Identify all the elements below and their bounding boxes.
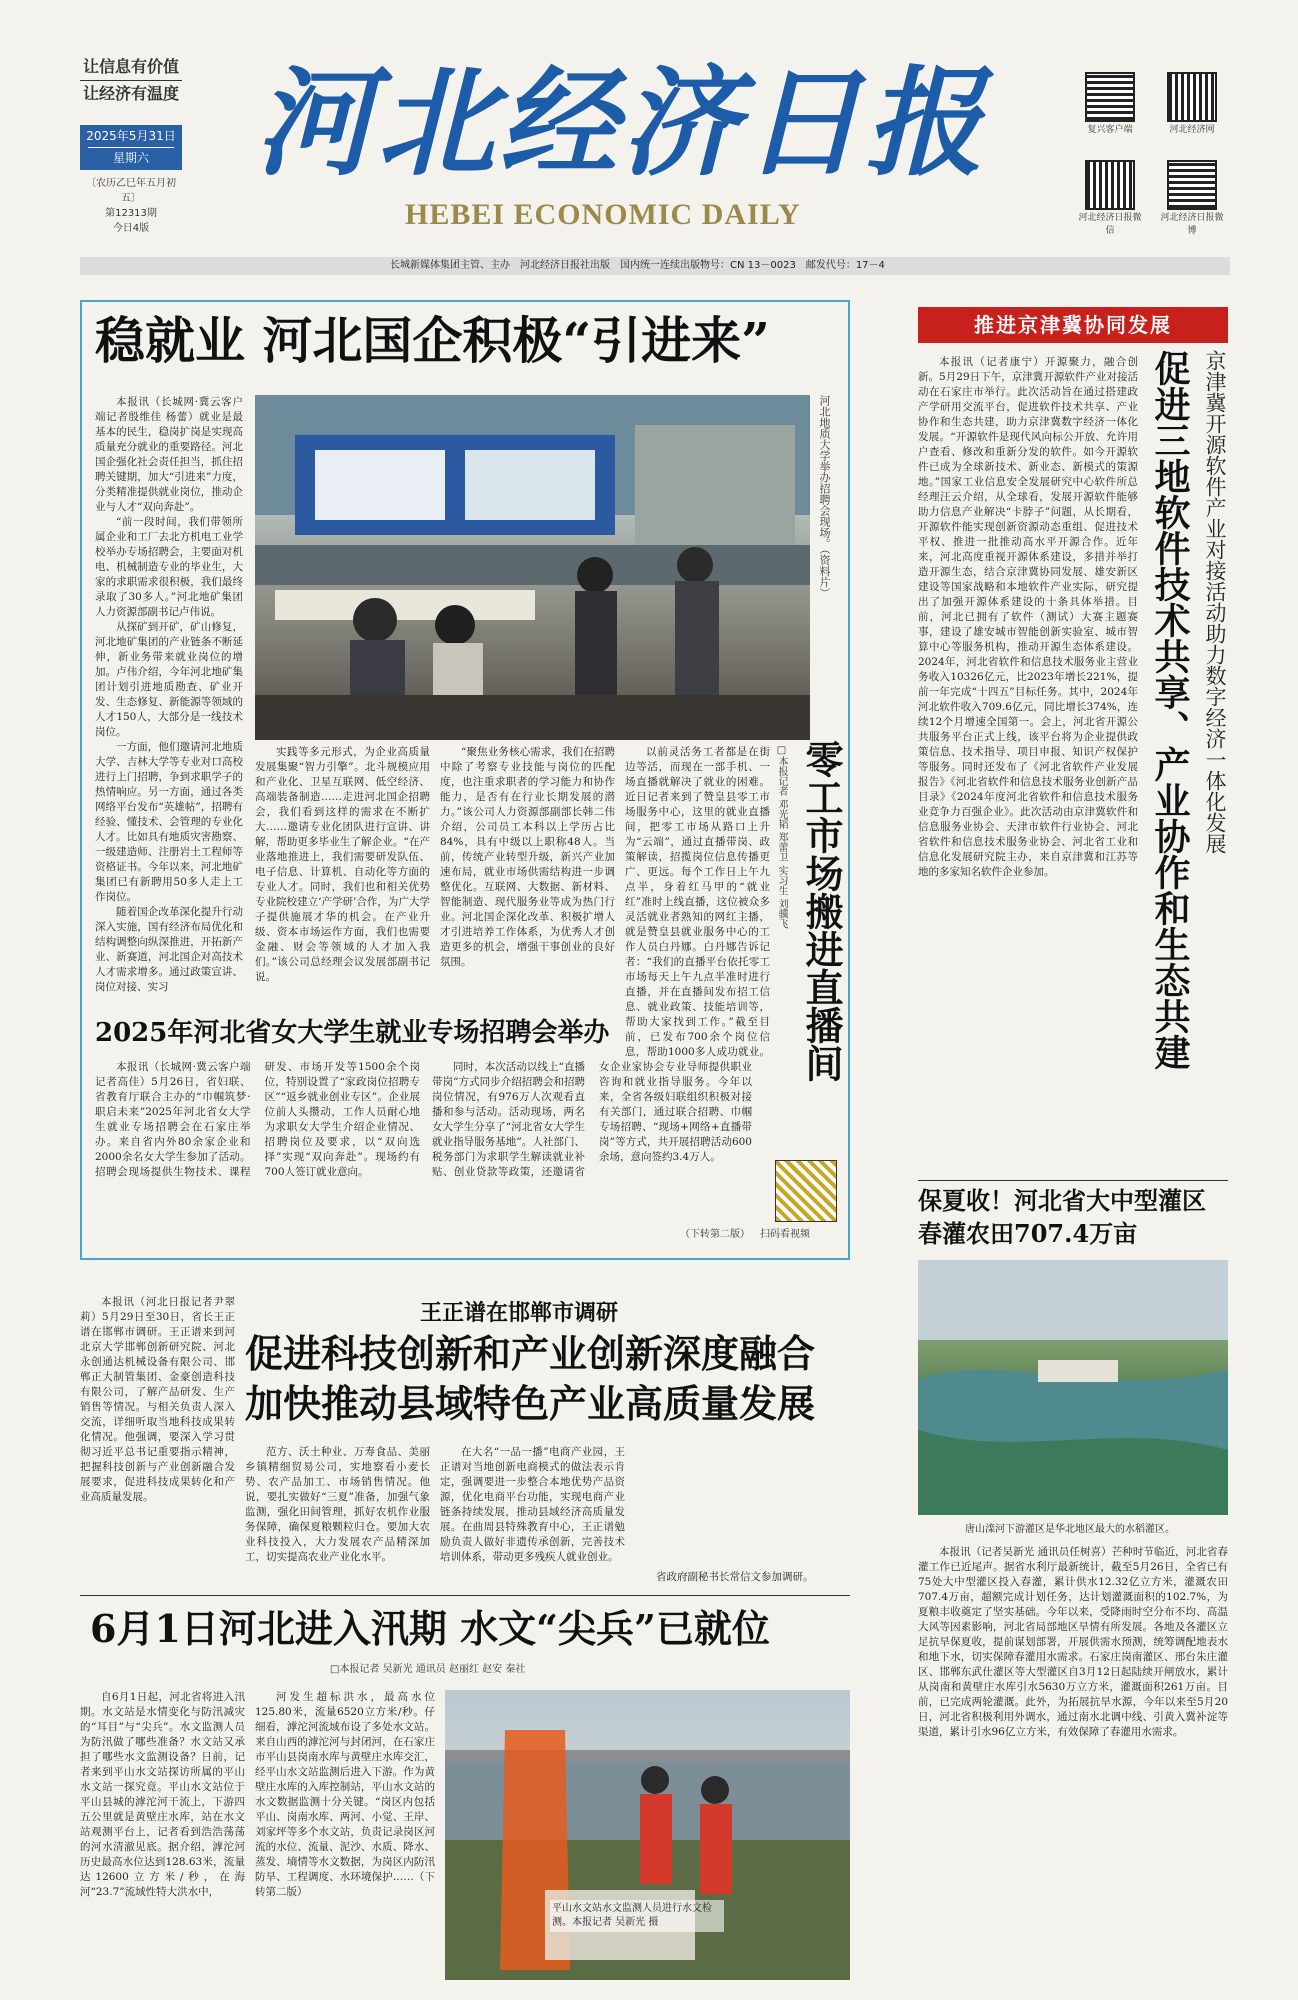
video-qr-code-icon[interactable] [775,1160,837,1222]
lead-photo [255,395,810,740]
irrigation-body [918,1545,1228,1975]
lead-paragraph: “前一段时间，我们带领所属企业和工厂去北方机电工业学校举办专场招聘会，主要面对机电、机械制造专业的毕业生，大家的求职需求很积极，我们最终录取了30多人。”河北地矿集团人力资源部副书记卢伟说。 [95,516,243,618]
lead-paragraph: 从探矿到开矿，矿山修复，河北地矿集团的产业链条不断延伸，新业务带来就业岗位的增加。卢伟介绍，今年河北地矿集团计划引进地质勘查、矿业开发、生态修复、新能源等领域的人才150人，大部分是一线技术岗位。 [95,621,243,738]
flood-headline: 6月1日河北进入汛期 水文“尖兵”已就位 [90,1606,770,1651]
irrigation-headline-1: 保夏收！河北省大中型灌区 [918,1186,1206,1215]
wang-paragraph: 省政府副秘书长常信文参加调研。 [656,1571,814,1583]
software-kicker: 京津冀开源软件产业对接活动助力数字经济一体化发展 [1203,350,1227,854]
lunar-date: 〔农历乙巳年五月初五〕 [86,178,176,204]
flood-byline: □本报记者 吴新光 通讯员 赵丽红 赵安 秦社 [330,1664,526,1675]
live-continue: （下转第二版） [680,1229,750,1240]
lead-paragraph: 本报讯（长城网·冀云客户端记者殷维佳 杨蕾）就业是最基本的民生，稳岗扩岗是实现高质量充分就业的重要路径。河北国企强化社会责任担当，抓住招聘关键期，加大“引进来”力度，分类精准提供就业岗位，推动企业与人才“双向奔赴”。 [95,396,243,513]
wang-column-2 [245,1445,430,1585]
qr-code-icon [1167,160,1217,210]
qr-code-icon [1167,72,1217,122]
wang-headline-2: 加快推动县域特色产业高质量发展 [245,1381,816,1426]
divider [80,80,182,81]
wang-footnote [635,1570,850,1586]
software-body [918,355,1138,1135]
slogan-block [80,56,182,105]
wang-paragraph: 范方、沃土种业、万寿食品、美丽乡镇精细贸易公司，实地察看小麦长势、农产品加工、市场销售情况。他说，要扎实做好“三夏”准备，加强气象监测，强化田间管理，抓好农机作业服务保障，确保夏粮颗粒归仓。要加大农业科技投入，大力发展农产品精深加工，切实提高农业产业化水平。 [245,1446,430,1563]
software-paragraph: 本报讯（记者康宁）开源聚力，融合创新。5月29日下午，京津冀开源软件产业对接活动在石家庄市举行。此次活动旨在通过搭建政产学研用交流平台，促进软件技术共享、产业协作和生态共建，助力京津冀数字经济一体化发展。“开源软件是现代风向标公开放、允许用户查看、修改和重新分发的软件。如今开源软件已成为全球新技术、新业态、新模式的策源地。”国家工业信息安全发展研究中心软件所总经理汪云介绍，从全球看，发展开源软件能够助力信息产业解决“卡脖子”问题，从长期看，开源软件能实现创新资源动态重组、促进技术平权、推进一批推动高水平开源合作。近年来，河北高度重视开源体系建设，多措并举打造开源生态，结合京津冀协同发展、雄安新区建设等国家战略和本地软件产业实际，研究提出了加强开源体系建设的十条具体举措。目前，河北已拥有了软件（测试）大赛主题赛事，建设了雄安城市智能创新实验室、城市智算中心等服务机构，推动开源生态体系建设。2024年，河北省软件和信息技术服务业主营业务收入10326亿元，比2023年增长221%，提前一年完成“十四五”目标任务。其中，2024年河北软件收入709.6亿元，同比增长374%，连续12个月增速全国第一。会上，河北省开源公共服务平台正式上线，该平台将为企业提供政策信息、技术指导、项目申报、知识产权保护等服务。同时还发布了《河北省软件产业发展报告》《河北省软件和信息技术服务业创新产品目录》《2024年度河北省软件和信息技术服务业竞争力百强企业》。此次活动由京津冀软件和信息服务业协会、天津市软件行业协会、河北省软件和信息技术服务业协会、河北省工业和信息化发展研究院主办，来自京津冀和江苏等地的多家知名软件企业参加。 [918,356,1138,878]
publication-info-bar [80,257,1230,275]
irrigation-photo-caption: 唐山滦河下游灌区是华北地区最大的水稻灌区。 [965,1524,1175,1535]
divider [918,1180,1228,1181]
women-paragraph: 本报讯（长城网·冀云客户端记者高佳）5月26日，省妇联、省教育厅联合主办的“巾帼筑梦·职启未来”2025年河北省女大学生就业专场招聘会在石家庄举办。来自省内外80余家企业和2000余名女大学生参加了活动。招聘会现场提供生物技术、课程研发、市场开发等1500余个岗位，特别设置了“家政岗位招聘专区”“返乡就业创业专区”。企业展位前人头攒动，工作人员耐心地为求职女大学生介绍企业情况、招聘岗位及要求，以“双向选择”实现“双向奔赴”。现场约有700人签订就业意向。 [95,1061,420,1178]
page-count: 今日4版 [112,223,150,234]
issue-date: 2025年5月31日 [86,129,176,143]
software-headline: 促进三地软件技术共享、产业协作和生态共建 [1149,350,1191,1070]
job-fair-photo-illustration [255,395,810,740]
qr-code-icon [1085,160,1135,210]
issue-number: 第12313期 [105,208,157,219]
qr-2[interactable] [1167,72,1227,135]
lead-column-2 [255,745,430,1010]
wang-paragraph: 在大名“一品一播”电商产业园，王正谱对当地创新电商模式的做法表示肯定，强调要进一步整合本地优势产品资源，优化电商平台功能，实现电商产业链条持续发展，推动县域经济高质量发展。在曲周县特殊教育中心，王正谱勉励负责人做好非遗传承创新，完善技术培训体系，带动更多残疾人就业创业。 [440,1446,625,1563]
irrigation-headline-2: 春灌农田707.4万亩 [918,1219,1138,1248]
qr-label: 复兴客户端 [1087,125,1133,135]
publication-info: 长城新媒体集团主管、主办 河北经济日报社出版 国内统一连续出版物号：CN 13－0023 邮发代号：17－4 [390,260,885,271]
newspaper-title: 河北经济日报 [255,53,988,192]
flood-column-2 [255,1690,435,1970]
live-paragraph: 以前灵活务工者都是在街边等活，而现在一部手机、一场直播就解决了就业的困难。近日记者来到了赞皇县零工市场服务中心，这里的就业直播间，把零工市场从路口上升为“云端”，通过直播带岗、政策解读，招揽岗位信息传播更广、更远。每个工作日上午九点半，身着红马甲的“就业红”准时上线直播，这位被众多灵活就业者熟知的网红主播，就是赞皇县就业服务中心的工作人员白丹娜。白丹娜告诉记者：“我们的直播平台依托零工市场每天上午九点半准时进行直播，并在直播间发布招工信息、就业政策、技能培训等，帮助大家找到工作。”截至目前，已发布700余个岗位信息，帮助1000多人成功就业。 [625,746,770,1058]
women-fair-headline: 2025年河北省女大学生就业专场招聘会举办 [95,1018,610,1048]
qr-4[interactable] [1160,160,1227,236]
lead-paragraph: 实践等多元形式，为企业高质量发展集聚“智力引擎”。北斗规模应用和产业化、卫星互联网、低空经济、高端装备制造……走进河北国企招聘会，我们看到这样的需求在不断扩大……邀请专业化团队进行宣讲、讲解，帮助更多毕业生了解企业。“在产业落地推进上，我们需要研发队伍、电子信息、计算机、自动化等方面的专业人才。同时，我们也和相关优势专业院校建立‘产学研’合作，为广大学子提供施展才华的机会。在产业升级、资本市场运作方面，我们也需要金融、财会等领域的人才加入我们。”该公司总经理会议发展部副书记说。 [255,746,430,983]
irrigation-photo-illustration [918,1260,1228,1515]
slogan-line-1: 让信息有价值 [82,57,179,76]
women-fair-body-1 [95,1060,420,1250]
live-byline: □本报记者 邓光韬 郑蕾卫 实习生 刘骥飞 [776,745,787,929]
newspaper-title-en: HEBEI ECONOMIC DAILY [405,198,801,231]
women-fair-body-2 [432,1060,752,1250]
flood-photo-caption: 平山水文站水文监测人员进行水文检测。本报记者 吴新光 摄 [550,1900,724,1932]
qr-3[interactable] [1078,160,1145,236]
wang-column-3 [440,1445,625,1585]
issue-weekday: 星期六 [112,151,149,165]
qr-label: 河北经济日报微信 [1078,213,1142,236]
flood-paragraph: 河发生超标洪水，最高水位125.80米，流量6520立方米/秒。仔细看，滹沱河流域布设了多处水文站。来自山西的滹沱河与封闭河，在石家庄市平山县岗南水库与黄壁庄水库交汇，经平山水文站监测后进入下游。作为黄壁庄水库的入库控制站，平山水文站的水文数据监测十分关键。“岗区内包括平山、岗南水库、两河、小觉、王岸、刘家坪等多个水文站，负责记录岗区河流的水位、流量、泥沙、水质、降水、蒸发、墒情等水文数据，为岗区内防汛防旱、工程调度、水环境保护……（下转第二版） [255,1691,435,1898]
lead-photo-caption: 河北地质大学举办招聘会现场。（资料片） [818,395,831,599]
live-body [625,745,770,1060]
women-paragraph: 同时，本次活动以线上“直播带岗”方式同步介绍招聘会和招聘岗位情况，有976万人次观看直播和参与活动。活动现场，两名女大学生分享了“河北省女大学生就业指导服务基地”。人社部门、税务部门为求职学生解读就业补贴、创业贷款等政策，还邀请省女企业家协会专业导师提供职业咨询和就业指导服务。今年以来，全省各级妇联组织积极对接有关部门，通过联合招聘、巾帼专场招聘、“现场+网络+直播带岗”等方式，共开展招聘活动600余场，意向签约3.4万人。 [432,1061,752,1178]
issue-meta [80,176,182,236]
wang-column-1 [80,1295,235,1585]
divider [80,1595,850,1596]
lead-column-3 [440,745,615,1010]
slogan-line-2: 让经济有温度 [82,84,179,103]
irrigation-paragraph: 本报讯（记者吴新光 通讯员任树喜）芒种时节临近，河北省春灌工作已近尾声。据省水利厅最新统计，截至5月26日，全省已有75处大中型灌区投入春灌，累计供水12.32亿立方米，灌溉农田707.4万亩，超额完成计划任务，达计划灌溉面积的102.7%，为夏粮丰收奠定了坚实基础。今年以来，受降雨时空分布不均、高温大风等因素影响，河北省局部地区旱情有所发展。各地及各灌区立足抗旱保夏收，提前谋划部署，开展供需水预测，统筹调配地表水和地下水，切实保障春灌用水需求。石家庄岗南灌区、邢台朱庄灌区、邯郸东武仕灌区等大型灌区自3月12日起陆续开闸放水，累计从岗南和黄壁庄水库引水5630万立方米，灌溉面积261万亩。目前，已完成两轮灌溉。此外，为拓展抗旱水源，今年以来至5月20日，河北省积极利用外调水，通过南水北调中线、引黄入冀补淀等渠道，累计引水96亿立方米，有效保障了春灌用水需求。 [918,1546,1228,1738]
lead-paragraph: “聚焦业务核心需求，我们在招聘中除了考察专业技能与岗位的匹配度，也注重求职者的学习能力和协作能力，是否有在行业长期发展的潜力。”该公司人力资源部副部长韩二伟介绍，公司员工本科以上学历占比84%，具有中级以上职称48人。当前，传统产业转型升级，新兴产业加速布局，就业市场供需结构进一步调整优化。互联网、大数据、新材料、智能制造、现代服务业等成为热门行业。河北国企深化改革、积极扩增人才引进培养工作体系，为优秀人才创造更多的机会，增强干事创业的良好氛围。 [440,746,615,968]
qr-code-icon [1085,72,1135,122]
section-tag: 推进京津冀协同发展 [918,307,1228,343]
wang-kicker: 王正谱在邯郸市调研 [420,1300,619,1326]
wang-headline-1: 促进科技创新和产业创新深度融合 [245,1331,816,1376]
lead-headline: 稳就业 河北国企积极“引进来” [95,311,770,370]
flood-column-1 [80,1690,245,1970]
qr-video-label: 扫码看视频 [760,1229,810,1240]
lead-paragraph: 一方面，他们邀请河北地质大学、吉林大学等专业对口高校进行上门招聘，争到求职学子的热情响应。另一方面，通过各类网络平台发布“英雄帖”，招聘有经验、懂技术、会管理的专业化人才。比如具有地质灾害勘察、一级建造师、注册岩土工程师等资格证书。今年以来，河北地矿集团已有新聘用50多人走上工作岗位。 [95,741,243,903]
lead-paragraph: 随着国企改革深化提升行动深入实施，国有经济布局优化和结构调整向纵深推进，开拓新产业、新赛道，河北国企对高技术人才需求增多。通过政策宣讲、岗位对接、实习 [95,906,243,993]
live-headline: 零工市场搬进直播间 [799,740,844,1082]
qr-label: 河北经济日报微博 [1160,213,1224,236]
masthead-logo [255,48,1045,231]
qr-1[interactable] [1085,72,1145,135]
date-box [80,125,182,170]
qr-label: 河北经济网 [1169,125,1215,135]
irrigation-photo [918,1260,1228,1515]
hydrology-photo-illustration [445,1690,850,1980]
lead-column-1 [95,395,243,995]
wang-paragraph: 本报讯（河北日报记者尹翠莉）5月29日至30日，省长王正谱在邯郸市调研。王正谱来到河北京大学邯郸创新研究院、河北永创通达机械设备有限公司、邯郸正大制管集团、金豪创造科技有限公司，了解产品研发、生产销售等情况。与相关负责人深入交流，详细听取当地科技成果转化情况。他强调，要深入学习贯彻习近平总书记重要指示精神，把握科技创新与产业创新融合发展要求，促进科技成果转化和产业高质量发展。 [80,1296,235,1503]
flood-photo [445,1690,850,1980]
flood-paragraph: 自6月1日起，河北省将进入汛期。水文站是水情变化与防汛减灾的“耳目”与“尖兵”。水文监测人员为防汛做了哪些准备？水文站又承担了哪些水文监测设备？日前，记者来到平山水文站探访所属的平山水文站一探究竟。平山水文站位于平山县城的滹沱河干流上，下游四五公里就是黄壁庄水库，站在水文站观测平台上，记者看到浩浩荡荡的河水清澈见底。据介绍，滹沱河历史最高水位达到128.63米，流量达12600立方米/秒，在海河“23.7”流域性特大洪水中， [80,1691,245,1898]
